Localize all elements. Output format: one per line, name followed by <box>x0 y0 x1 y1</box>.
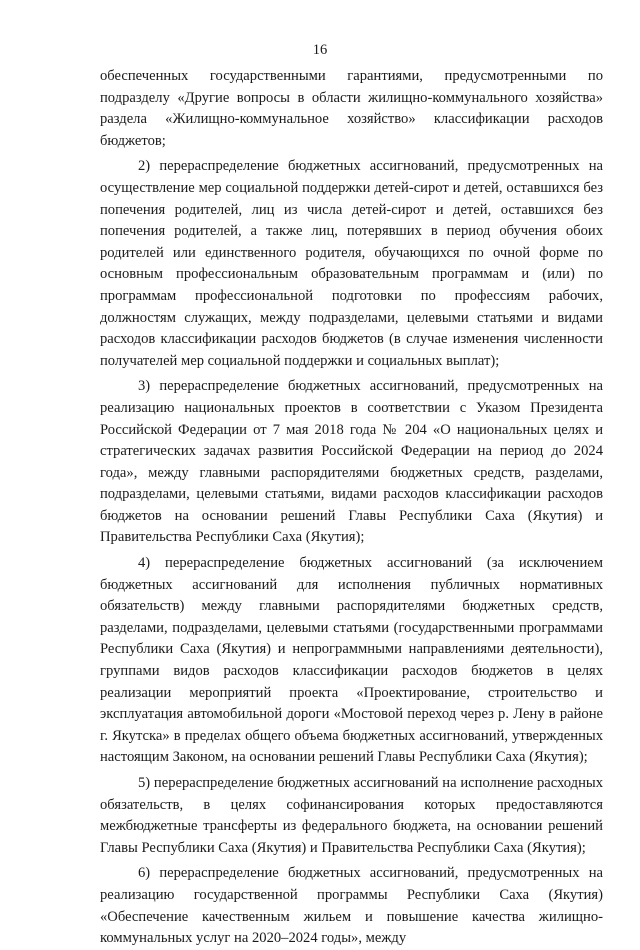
paragraph-item-5: 5) перераспределение бюджетных ассигнований на исполнение расходных обязательств, в целях софинансирования которых предоставляются межбюджетные трансферты из федерального бюджета, на основании решений Главы Республики Саха (Якутия) и Правительства Республики Саха (Якутия); <box>100 775 603 856</box>
paragraph-item-2: 2) перераспределение бюджетных ассигнований, предусмотренных на осуществление мер социальной поддержки детей-сирот и детей, оставшихся без попечения родителей, лиц из числа детей-сирот и детей, оставшихся без попечения родителей, а также лиц, потерявших в период обучения обоих родителей или единственного родителя, обучающихся по очной форме по основным профессиональным образовательным программам и (или) по программам профессиональной подготовки по профессиям рабочих, должностям служащих, между подразделами, целевыми статьями и видами расходов классификации расходов бюджетов (в случае изменения численности получателей мер социальной поддержки и социальных выплат); <box>100 158 603 369</box>
page-number: 16 <box>312 42 328 58</box>
paragraph-item-3: 3) перераспределение бюджетных ассигнований, предусмотренных на реализацию национальных проектов в соответствии с Указом Президента Российской Федерации от 7 мая 2018 года № 204 «О национальных целях и стратегических задачах развития Российской Федерации на период до 2024 года», между главными распорядителями бюджетных средств, разделами, подразделами, целевыми статьями, видами расходов классификации расходов бюджетов на основании решений Главы Республики Саха (Якутия) и Правительства Республики Саха (Якутия); <box>100 378 603 546</box>
paragraph-item-6: 6) перераспределение бюджетных ассигнований, предусмотренных на реализацию государственной программы Республики Саха (Якутия) «Обеспечение качественным жильем и повышение качества жилищно-коммунальных услуг на 2020–2024 годы», между <box>100 865 603 947</box>
paragraph-continuation: обеспеченных государственными гарантиями, предусмотренными по подразделу «Другие вопросы в области жилищно-коммунального хозяйства» раздела «Жилищно-коммунальное хозяйство» классификации расходов бюджетов; <box>100 68 603 149</box>
paragraph-item-4: 4) перераспределение бюджетных ассигнований (за исключением бюджетных ассигнований для исполнения публичных нормативных обязательств) между главными распорядителями бюджетных средств, разделами, подразделами, целевыми статьями (государственными программами Республики Саха (Якутия) и непрограммными направлениями деятельности), группами видов расходов классификации расходов бюджетов в целях реализации мероприятий проекта «Проектирование, строительство и эксплуатация автомобильной дороги «Мостовой переход через р. Лену в районе г. Якутска» в пределах общего объема бюджетных ассигнований, утвержденных настоящим Законом, на основании решений Главы Республики Саха (Якутия); <box>100 555 603 766</box>
document-body <box>100 66 603 950</box>
